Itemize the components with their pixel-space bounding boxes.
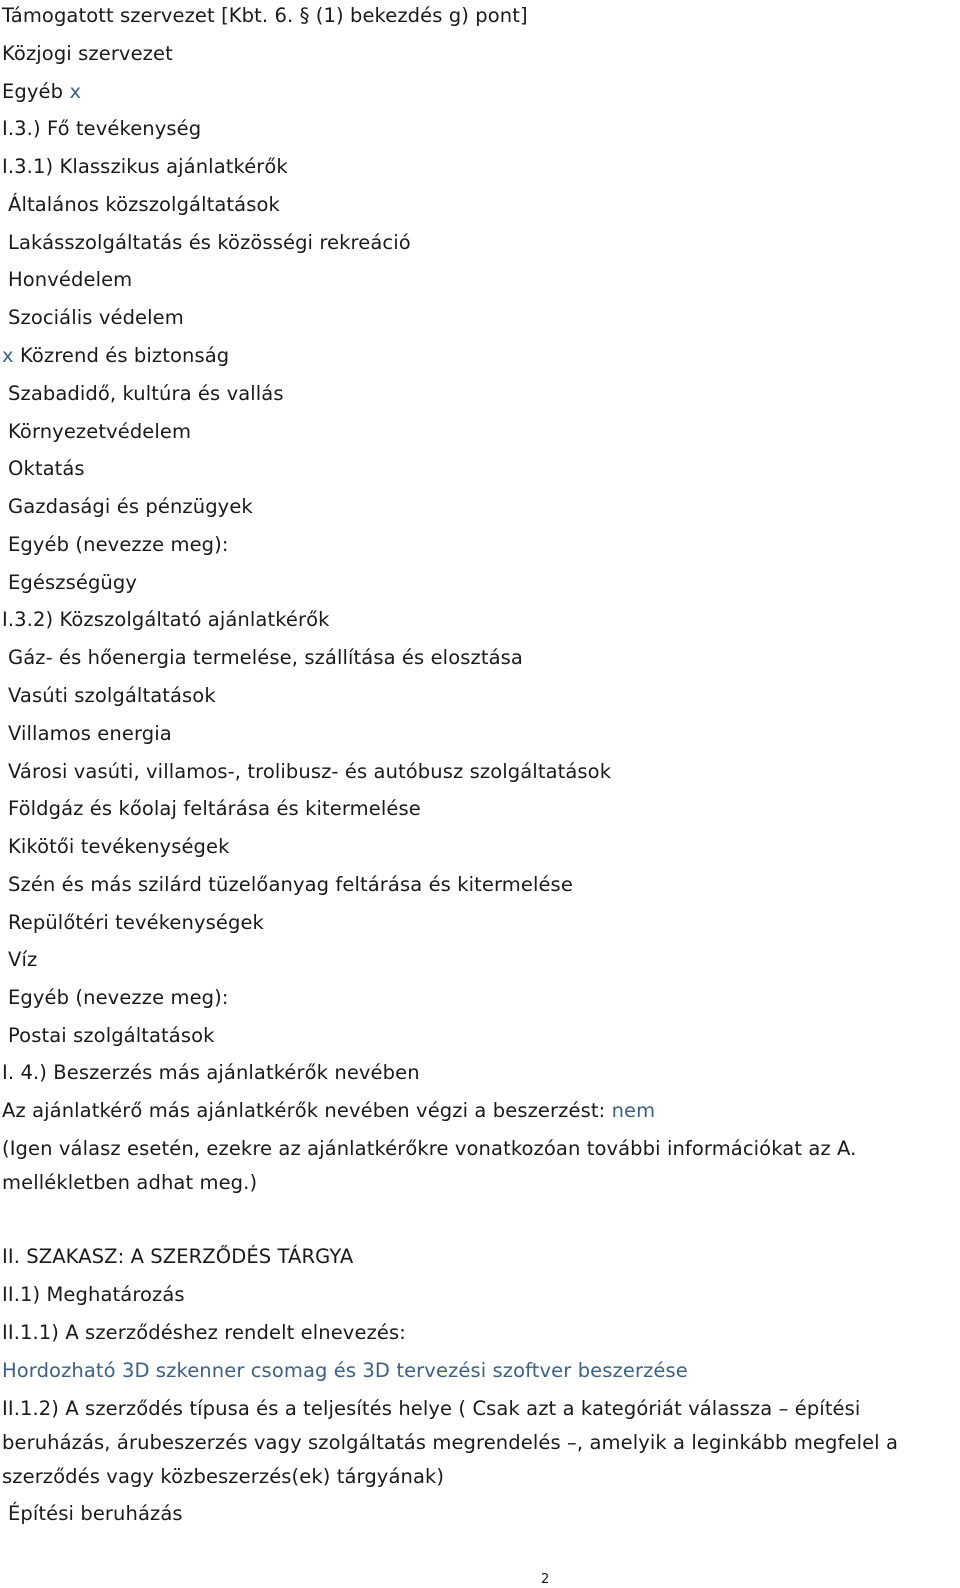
classical-heading: I.3.1) Klasszikus ajánlatkérők: [2, 155, 288, 178]
utility-item: Postai szolgáltatások: [8, 1024, 215, 1047]
classical-item-selected: [2, 344, 229, 368]
utility-item: Repülőtéri tevékenységek: [8, 911, 264, 934]
public-org-line: Közjogi szervezet: [2, 42, 173, 65]
selected-item-label: Közrend és biztonság: [19, 344, 230, 367]
page-number: 2: [541, 1572, 550, 1587]
behalf-note: mellékletben adhat meg.): [2, 1171, 258, 1194]
classical-item: Szociális védelem: [8, 306, 184, 329]
behalf-question-line: [2, 1099, 655, 1123]
behalf-heading: I. 4.) Beszerzés más ajánlatkérők nevében: [2, 1061, 420, 1084]
supported-org-line: Támogatott szervezet [Kbt. 6. § (1) bekezdés g) pont]: [2, 4, 528, 27]
utility-item: Városi vasúti, villamos-, trolibusz- és autóbusz szolgáltatások: [8, 760, 612, 783]
classical-item: Lakásszolgáltatás és közösségi rekreáció: [8, 231, 411, 254]
contract-type-value: Építési beruházás: [8, 1502, 183, 1525]
utility-item: Szén és más szilárd tüzelőanyag feltárása és kitermelése: [8, 873, 573, 896]
classical-item: Általános közszolgáltatások: [8, 193, 280, 216]
classical-item: Egyéb (nevezze meg):: [8, 533, 229, 556]
selected-mark: x: [2, 344, 14, 367]
utility-item: Gáz- és hőenergia termelése, szállítása és elosztása: [8, 646, 523, 669]
other-org-line: [2, 80, 81, 104]
main-activity-heading: I.3.) Fő tevékenység: [2, 117, 202, 140]
classical-item: Környezetvédelem: [8, 420, 192, 443]
behalf-answer: nem: [611, 1099, 656, 1122]
classical-item: Szabadidő, kultúra és vallás: [8, 382, 284, 405]
definition-heading: II.1) Meghatározás: [2, 1283, 185, 1306]
classical-item: Honvédelem: [8, 268, 133, 291]
utility-item: Víz: [8, 948, 38, 971]
contract-title-value: Hordozható 3D szkenner csomag és 3D tervezési szoftver beszerzése: [2, 1359, 688, 1382]
other-org-label: Egyéb: [2, 80, 64, 103]
section-heading: II. SZAKASZ: A SZERZŐDÉS TÁRGYA: [2, 1245, 354, 1268]
utility-item: Földgáz és kőolaj feltárása és kitermelése: [8, 797, 421, 820]
utility-item: Kikötői tevékenységek: [8, 835, 230, 858]
utility-item: Egyéb (nevezze meg):: [8, 986, 229, 1009]
behalf-note: (Igen válasz esetén, ezekre az ajánlatkérőkre vonatkozóan további információkat az A.: [2, 1137, 857, 1160]
classical-item: Egészségügy: [8, 571, 138, 594]
classical-item: Gazdasági és pénzügyek: [8, 495, 253, 518]
utility-heading: I.3.2) Közszolgáltató ajánlatkérők: [2, 608, 330, 631]
behalf-question: Az ajánlatkérő más ajánlatkérők nevében végzi a beszerzést:: [2, 1099, 606, 1122]
utility-item: Villamos energia: [8, 722, 172, 745]
contract-type-text: szerződés vagy közbeszerzés(ek) tárgyának): [2, 1465, 445, 1488]
contract-type-text: II.1.2) A szerződés típusa és a teljesítés helye ( Csak azt a kategóriát válassza – építési: [2, 1397, 861, 1420]
other-org-mark: x: [69, 80, 82, 103]
contract-title-label: II.1.1) A szerződéshez rendelt elnevezés:: [2, 1321, 406, 1344]
classical-item: Oktatás: [8, 457, 85, 480]
utility-item: Vasúti szolgáltatások: [8, 684, 216, 707]
contract-type-text: beruházás, árubeszerzés vagy szolgáltatás megrendelés –, amelyik a leginkább megfelel a: [2, 1431, 899, 1454]
